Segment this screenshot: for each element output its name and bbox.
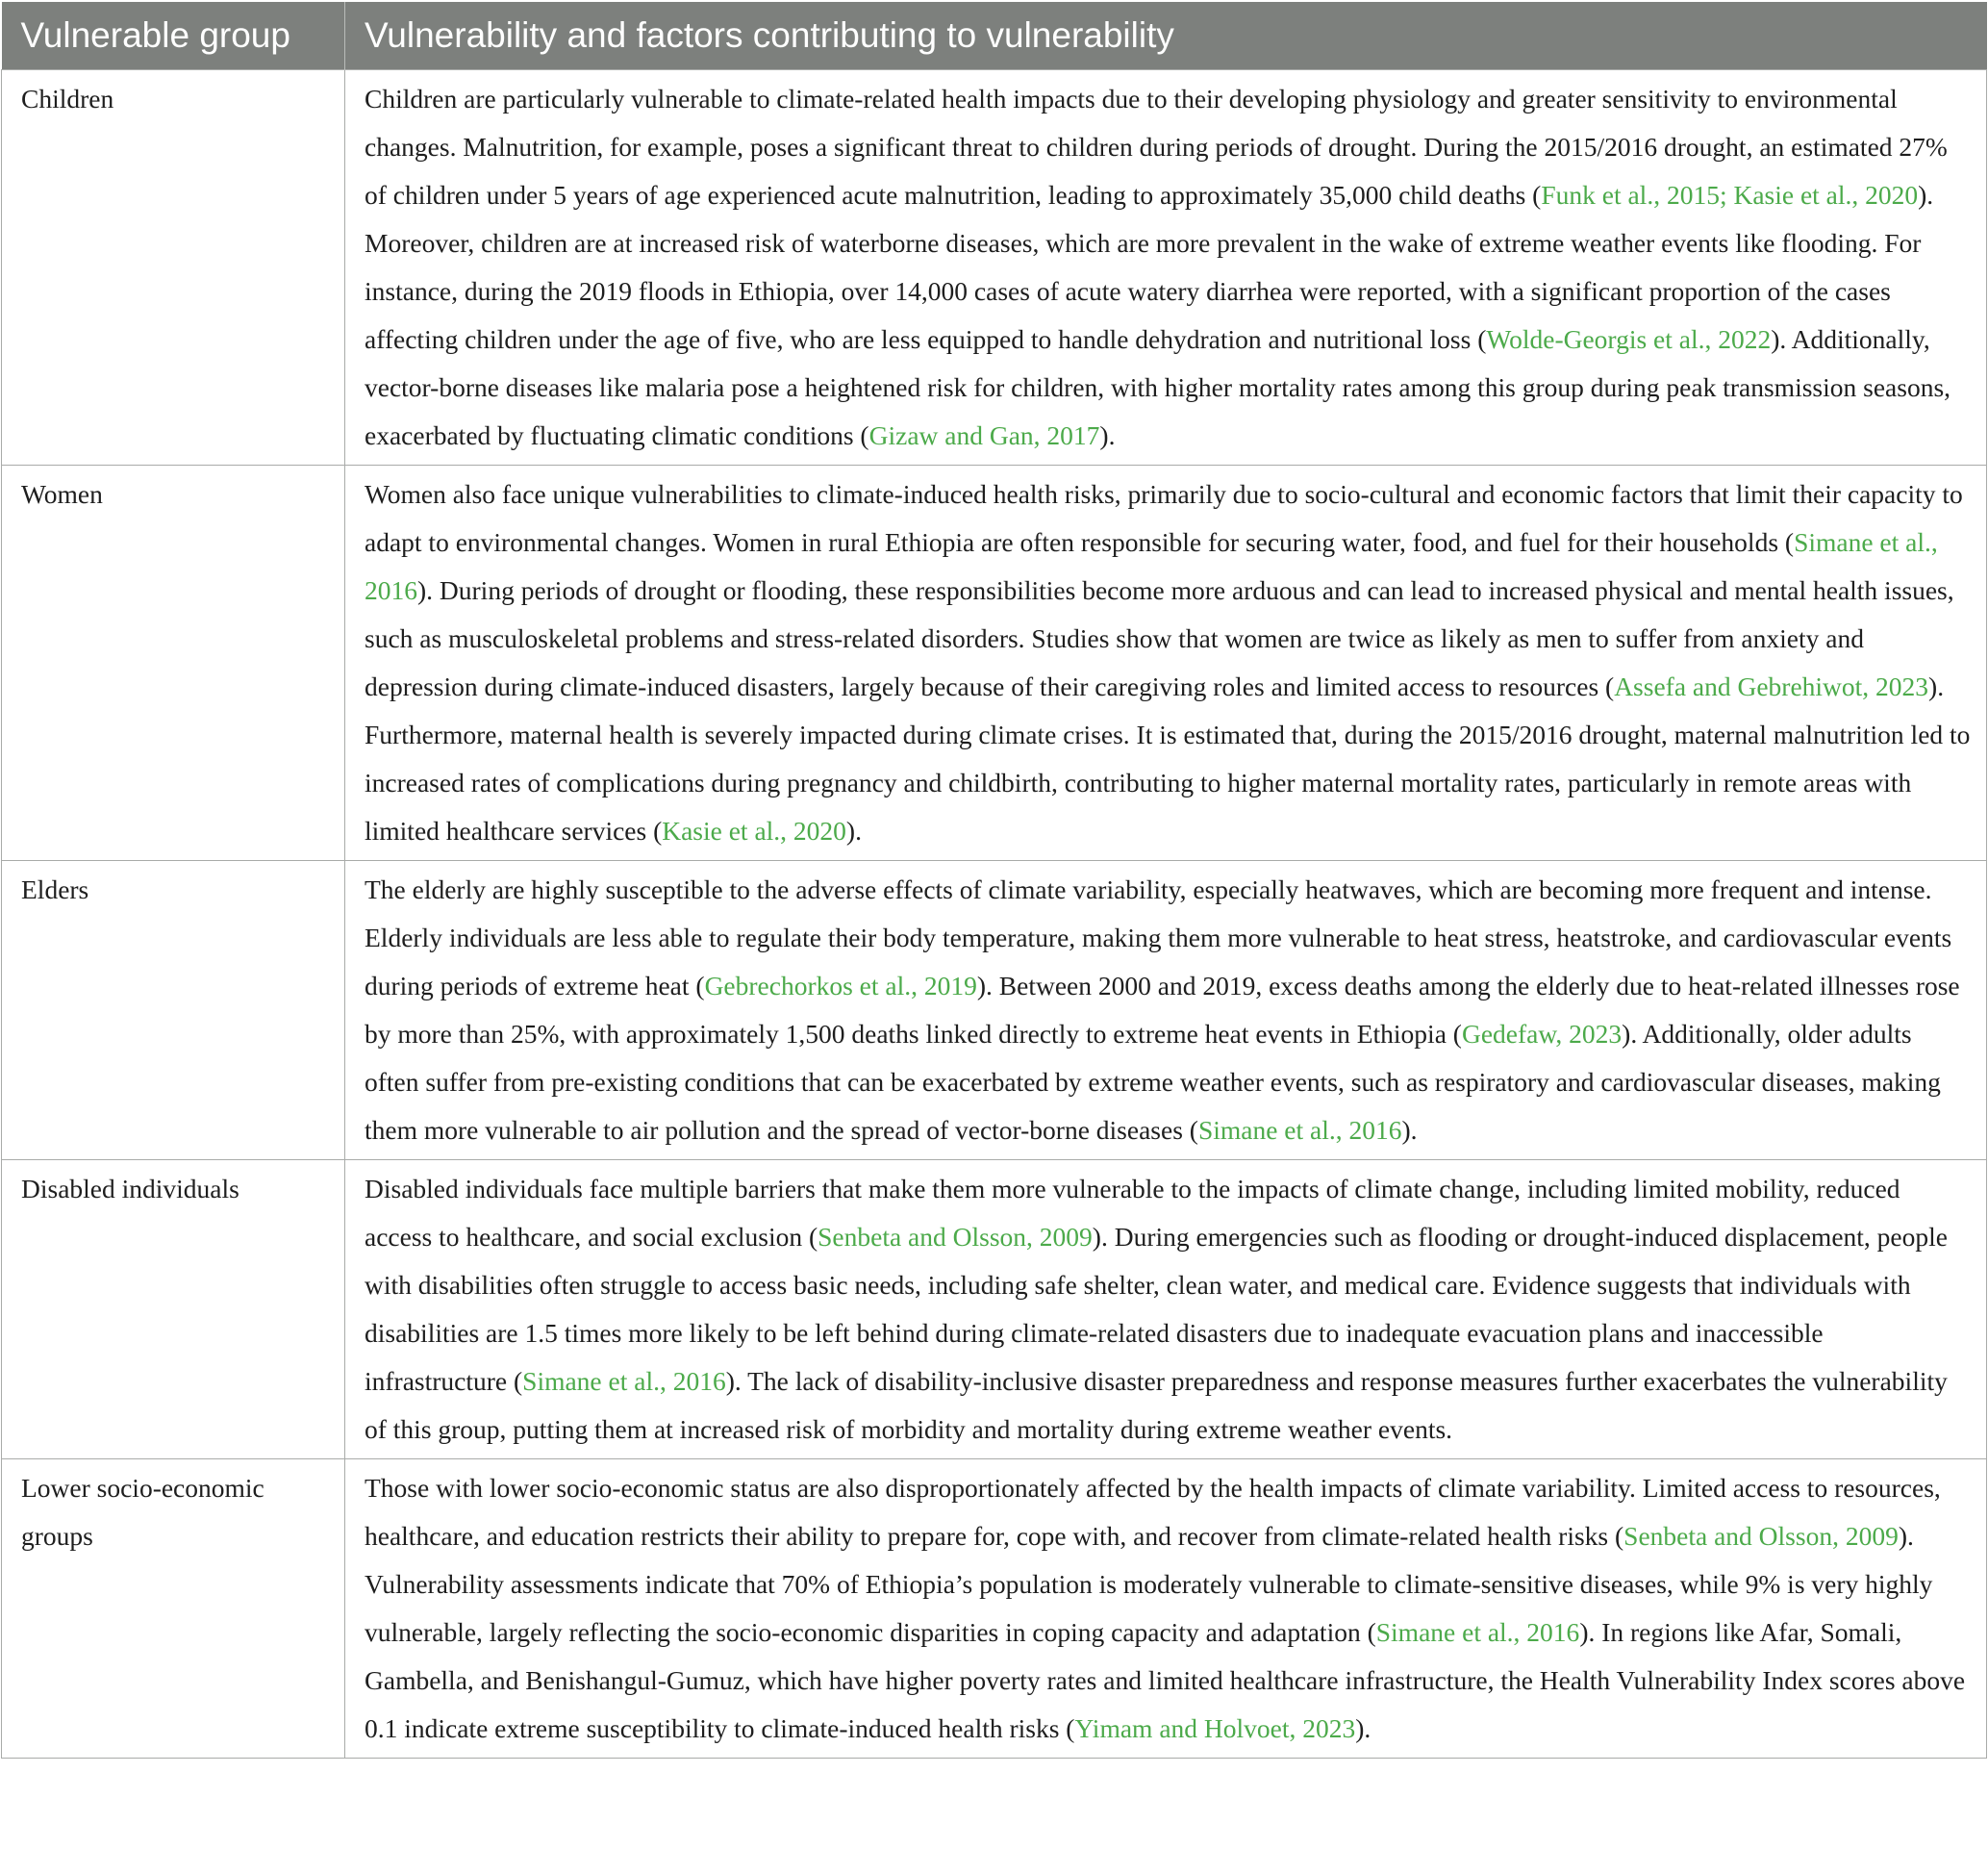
description-text: ). During periods of drought or flooding, these responsibilities become more arduous and can lead to increased physical and mental health issues, such as musculoskeletal problems and stress-related disorders. Studies show that women are twice as likely as men to suffer from anxiety and depression during climate-induced disasters, largely because of their caregiving roles and limited access to resources ( bbox=[365, 575, 1954, 701]
description-text: ). bbox=[1401, 1115, 1418, 1145]
description-text: Disabled individuals face multiple barriers that make them more vulnerable to the impacts of climate change, including limited mobility, reduced access to healthcare, and social exclusion ( bbox=[365, 1174, 1900, 1252]
description-text: ). Moreover, children are at increased risk of waterborne diseases, which are more prevalent in the wake of extreme weather events like flooding. For instance, during the 2019 floods in Ethiopia, over 14,000 cases of acute watery diarrhea were reported, with a significant proportion of the cases affecting children under the age of five, who are less equipped to handle dehydration and nutritional loss ( bbox=[365, 180, 1934, 354]
citation-link[interactable]: Simane et al., 2016 bbox=[365, 527, 1938, 605]
description-text: ). Additionally, older adults often suffer from pre-existing conditions that can be exacerbated by extreme weather events, such as respiratory and cardiovascular diseases, making them more vulnerable to air pollution and the spread of vector-borne diseases ( bbox=[365, 1019, 1941, 1145]
group-cell: Disabled individuals bbox=[2, 1160, 345, 1459]
vulnerability-table bbox=[1, 2, 1987, 1759]
header-vulnerable-group: Vulnerable group bbox=[2, 2, 345, 70]
description-text: ). Furthermore, maternal health is severely impacted during climate crises. It is estimated that, during the 2015/2016 drought, maternal malnutrition led to increased rates of complications during pregnancy and childbirth, contributing to higher maternal mortality rates, particularly in remote areas with limited healthcare services ( bbox=[365, 671, 1971, 846]
table-row bbox=[2, 1459, 1987, 1759]
group-cell: Women bbox=[2, 466, 345, 861]
table-header-row bbox=[2, 2, 1987, 70]
description-text: ). During emergencies such as flooding or drought-induced displacement, people with disabilities often struggle to access basic needs, including safe shelter, clean water, and medical care. Evidence suggests that individuals with disabilities are 1.5 times more likely to be left behind during climate-related disasters due to inadequate evacuation plans and inaccessible infrastructure ( bbox=[365, 1222, 1948, 1396]
description-cell bbox=[345, 466, 1987, 861]
description-text: ). Between 2000 and 2019, excess deaths among the elderly due to heat-related illnesses rose by more than 25%, with approximately 1,500 deaths linked directly to extreme heat events in Ethiopia ( bbox=[365, 971, 1960, 1049]
description-text: ). In regions like Afar, Somali, Gambella, and Benishangul-Gumuz, which have higher poverty rates and limited healthcare infrastructure, the Health Vulnerability Index scores above 0.1 indicate extreme susceptibility to climate-induced health risks ( bbox=[365, 1617, 1966, 1743]
description-text: Children are particularly vulnerable to climate-related health impacts due to their developing physiology and greater sensitivity to environmental changes. Malnutrition, for example, poses a significant threat to children during periods of drought. During the 2015/2016 drought, an estimated 27% of children under 5 years of age experienced acute malnutrition, leading to approximately 35,000 child deaths ( bbox=[365, 84, 1948, 210]
description-text: The elderly are highly susceptible to the adverse effects of climate variability, especially heatwaves, which are becoming more frequent and intense. Elderly individuals are less able to regulate their body temperature, making them more vulnerable to heat stress, heatstroke, and cardiovascular events during periods of extreme heat ( bbox=[365, 874, 1952, 1000]
description-cell bbox=[345, 1459, 1987, 1759]
citation-link[interactable]: Assefa and Gebrehiwot, 2023 bbox=[1614, 671, 1929, 701]
table-row bbox=[2, 466, 1987, 861]
citation-link[interactable]: Funk et al., 2015; Kasie et al., 2020 bbox=[1541, 180, 1919, 210]
table-body bbox=[2, 70, 1987, 1759]
citation-link[interactable]: Simane et al., 2016 bbox=[522, 1366, 726, 1396]
description-text: Those with lower socio-economic status are also disproportionately affected by the health impacts of climate variability. Limited access to resources, healthcare, and education restricts their ability to prepare for, cope with, and recover from climate-related health risks ( bbox=[365, 1473, 1941, 1551]
description-cell bbox=[345, 861, 1987, 1160]
description-cell bbox=[345, 1160, 1987, 1459]
description-text: ). bbox=[1099, 420, 1116, 450]
citation-link[interactable]: Yimam and Holvoet, 2023 bbox=[1074, 1713, 1356, 1743]
citation-link[interactable]: Gizaw and Gan, 2017 bbox=[868, 420, 1100, 450]
description-text: ). Additionally, vector-borne diseases like malaria pose a heightened risk for children, with higher mortality rates among this group during peak transmission seasons, exacerbated by fluctuating climatic conditions ( bbox=[365, 324, 1951, 450]
citation-link[interactable]: Kasie et al., 2020 bbox=[662, 816, 846, 846]
description-text: ). The lack of disability-inclusive disaster preparedness and response measures further exacerbates the vulnerability of this group, putting them at increased risk of morbidity and mortality during extreme weather events. bbox=[365, 1366, 1948, 1444]
table-row bbox=[2, 70, 1987, 466]
citation-link[interactable]: Simane et al., 2016 bbox=[1375, 1617, 1580, 1647]
group-cell: Children bbox=[2, 70, 345, 466]
citation-link[interactable]: Simane et al., 2016 bbox=[1197, 1115, 1402, 1145]
header-vulnerability-factors: Vulnerability and factors contributing to vulnerability bbox=[345, 2, 1987, 70]
citation-link[interactable]: Gedefaw, 2023 bbox=[1461, 1019, 1623, 1049]
table-row bbox=[2, 861, 1987, 1160]
description-text: Women also face unique vulnerabilities to climate-induced health risks, primarily due to socio-cultural and economic factors that limit their capacity to adapt to environmental changes. Women in rural Ethiopia are often responsible for securing water, food, and fuel for their households ( bbox=[365, 479, 1963, 557]
citation-link[interactable]: Wolde-Georgis et al., 2022 bbox=[1486, 324, 1772, 354]
description-text: ). Vulnerability assessments indicate that 70% of Ethiopia’s population is moderately vulnerable to climate-sensitive diseases, while 9% is very highly vulnerable, largely reflecting the socio-economic disparities in coping capacity and adaptation ( bbox=[365, 1521, 1933, 1647]
vulnerability-table-container bbox=[1, 2, 1986, 1759]
citation-link[interactable]: Senbeta and Olsson, 2009 bbox=[818, 1222, 1093, 1252]
description-text: ). bbox=[1355, 1713, 1371, 1743]
citation-link[interactable]: Senbeta and Olsson, 2009 bbox=[1623, 1521, 1899, 1551]
citation-link[interactable]: Gebrechorkos et al., 2019 bbox=[704, 971, 977, 1000]
group-cell: Lower socio-economic groups bbox=[2, 1459, 345, 1759]
description-text: ). bbox=[845, 816, 862, 846]
table-row bbox=[2, 1160, 1987, 1459]
description-cell bbox=[345, 70, 1987, 466]
group-cell: Elders bbox=[2, 861, 345, 1160]
